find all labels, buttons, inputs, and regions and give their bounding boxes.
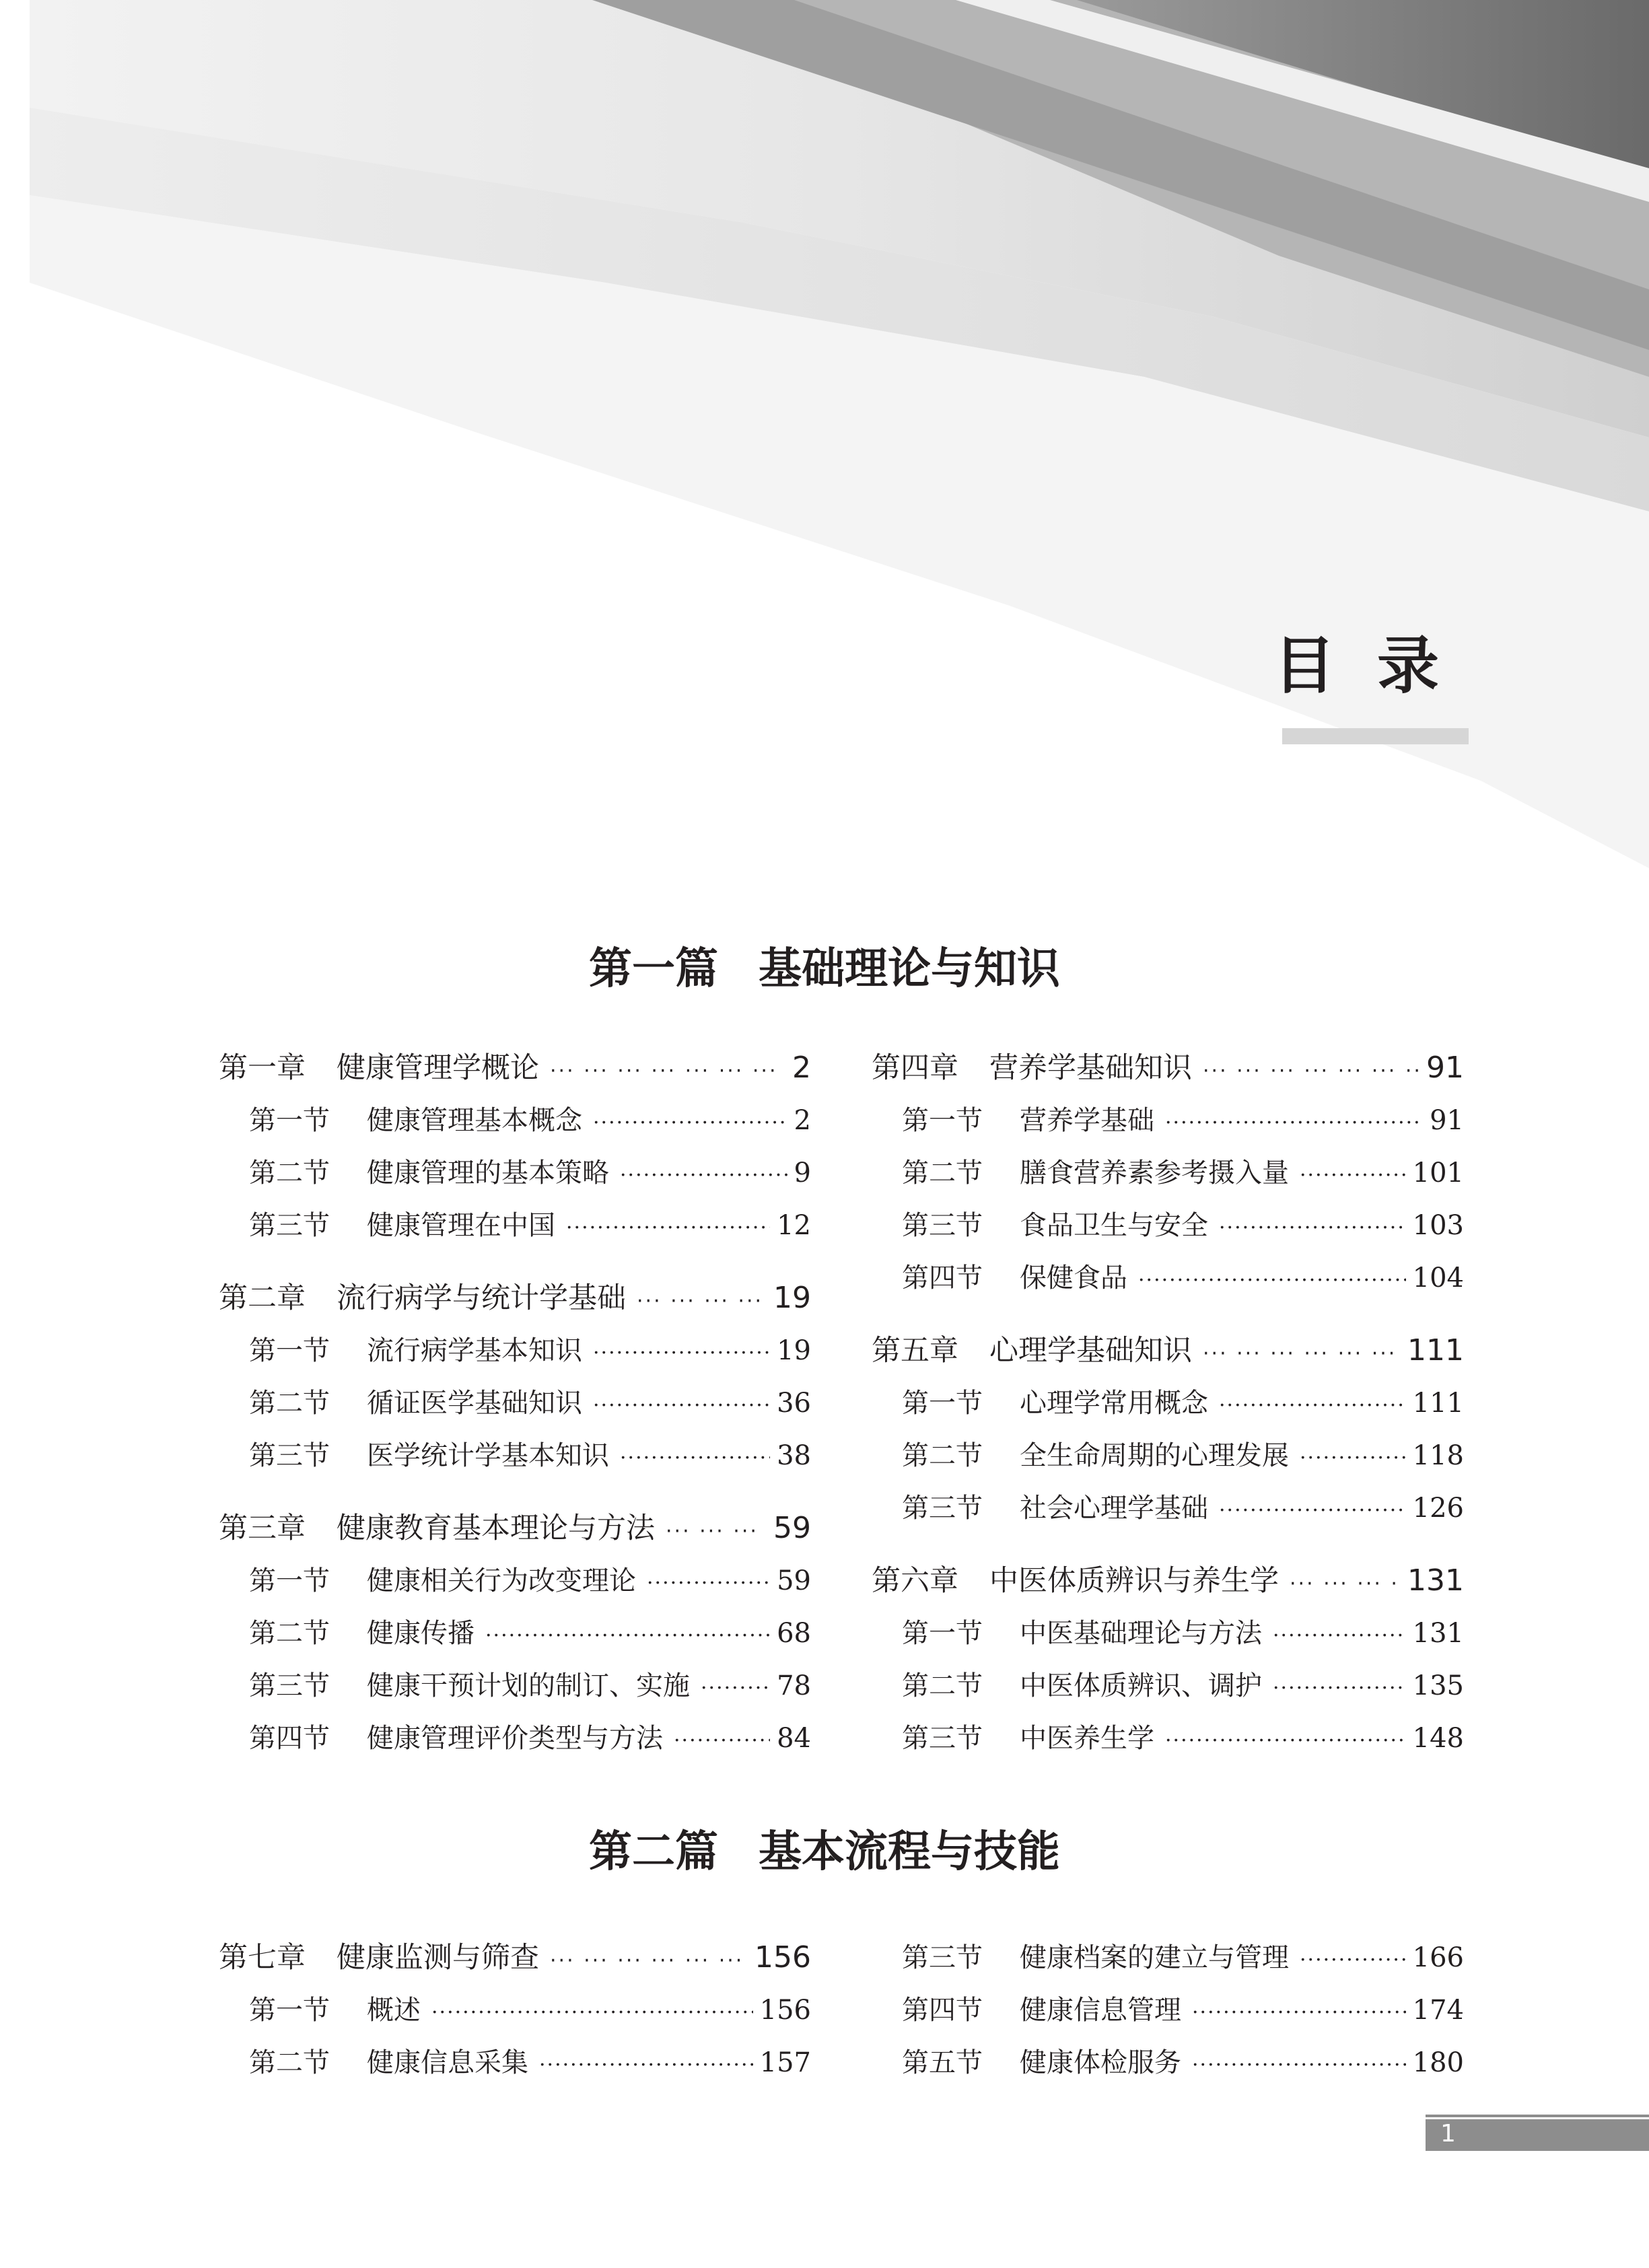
chapter-page: 19 <box>773 1281 811 1315</box>
toc-section[interactable] <box>872 1660 1464 1712</box>
toc-column-left <box>219 1932 811 2089</box>
section-label: 第四节 <box>902 1995 983 2026</box>
section-title: 中医基础理论与方法 <box>1020 1618 1262 1649</box>
section-title: 中医体质辨识、调护 <box>1020 1670 1262 1701</box>
dot-leader <box>1203 1045 1419 1098</box>
section-page: 19 <box>777 1335 811 1366</box>
dot-leader <box>1203 1328 1401 1380</box>
section-label: 第三节 <box>249 1670 330 1701</box>
section-label: 第二节 <box>249 1158 330 1189</box>
section-title: 食品卫生与安全 <box>1020 1210 1208 1241</box>
page-number: 1 <box>1440 2120 1456 2148</box>
toc-section[interactable] <box>872 2036 1464 2089</box>
chapter-label: 第三章 <box>219 1512 306 1545</box>
section-title: 循证医学基础知识 <box>367 1388 582 1419</box>
section-page: 101 <box>1412 1158 1464 1189</box>
section-title: 心理学常用概念 <box>1020 1388 1208 1419</box>
section-label: 第三节 <box>902 1723 983 1754</box>
section-title: 健康信息采集 <box>367 2047 528 2078</box>
toc-section[interactable] <box>872 1199 1464 1252</box>
section-label: 第二节 <box>902 1440 983 1471</box>
dot-leader <box>593 1097 787 1149</box>
dot-leader <box>1300 1432 1406 1485</box>
toc-column-right <box>872 1932 1464 2089</box>
dot-leader <box>620 1432 770 1485</box>
section-page: 9 <box>794 1158 811 1189</box>
section-title: 健康管理评价类型与方法 <box>367 1723 663 1754</box>
chapter-title: 健康教育基本理论与方法 <box>337 1512 655 1545</box>
section-title: 健康管理的基本策略 <box>367 1158 609 1189</box>
section-page: 84 <box>777 1723 811 1754</box>
section-title: 健康档案的建立与管理 <box>1020 1942 1289 1973</box>
section-title: 健康体检服务 <box>1020 2047 1181 2078</box>
dot-leader <box>1219 1380 1406 1432</box>
dot-leader <box>1192 2039 1406 2092</box>
chapter-label: 第二章 <box>219 1281 306 1315</box>
chapter-page: 91 <box>1426 1051 1464 1085</box>
chapter-label: 第五章 <box>872 1334 958 1368</box>
toc-section[interactable] <box>872 1482 1464 1534</box>
section-label: 第三节 <box>902 1210 983 1241</box>
section-title: 健康相关行为改变理论 <box>367 1565 636 1596</box>
dot-leader <box>1219 1485 1406 1537</box>
section-label: 第二节 <box>902 1158 983 1189</box>
toc-section[interactable] <box>219 1607 811 1660</box>
section-title: 流行病学基本知识 <box>367 1335 582 1366</box>
toc-section[interactable] <box>219 1199 811 1252</box>
toc-section[interactable] <box>872 1984 1464 2036</box>
section-label: 第三节 <box>902 1493 983 1524</box>
section-title: 社会心理学基础 <box>1020 1493 1208 1524</box>
toc-chapter[interactable] <box>219 1502 811 1555</box>
section-page: 166 <box>1412 1942 1464 1973</box>
section-label: 第四节 <box>902 1263 983 1294</box>
section-label: 第一节 <box>902 1388 983 1419</box>
section-label: 第五节 <box>902 2047 983 2078</box>
chapter-title: 健康管理学概论 <box>337 1051 539 1085</box>
toc-chapter[interactable] <box>219 1932 811 1984</box>
dot-leader <box>1273 1610 1406 1662</box>
part-label: 第一篇 <box>589 944 718 994</box>
chapter-page: 59 <box>773 1511 811 1545</box>
section-title: 健康管理基本概念 <box>367 1105 582 1136</box>
dot-leader <box>1300 1934 1406 1987</box>
toc-section[interactable] <box>872 1712 1464 1765</box>
toc-chapter[interactable] <box>872 1042 1464 1094</box>
section-label: 第三节 <box>902 1942 983 1973</box>
section-page: 174 <box>1412 1995 1464 2026</box>
toc-section[interactable] <box>219 1377 811 1429</box>
toc-section[interactable] <box>219 1324 811 1377</box>
dot-leader <box>431 1987 753 2039</box>
toc-chapter[interactable] <box>219 1042 811 1094</box>
dot-leader <box>666 1505 767 1558</box>
page-title: 目录 <box>1273 630 1481 702</box>
dot-leader <box>1165 1715 1406 1767</box>
chapter-page: 2 <box>792 1051 811 1085</box>
toc-section[interactable] <box>219 1984 811 2036</box>
toc-section[interactable] <box>872 1429 1464 1482</box>
chapter-label: 第一章 <box>219 1051 306 1085</box>
section-label: 第二节 <box>249 1388 330 1419</box>
dot-leader <box>1192 1987 1406 2039</box>
dot-leader <box>539 2039 753 2092</box>
section-title: 健康信息管理 <box>1020 1995 1181 2026</box>
part-name: 基本流程与技能 <box>759 1827 1060 1877</box>
section-page: 36 <box>777 1388 811 1419</box>
section-page: 104 <box>1412 1263 1464 1294</box>
dot-leader <box>593 1327 770 1380</box>
section-title: 概述 <box>367 1995 421 2026</box>
toc-section[interactable] <box>219 1555 811 1607</box>
section-title: 中医养生学 <box>1020 1723 1154 1754</box>
section-label: 第二节 <box>249 1618 330 1649</box>
section-page: 131 <box>1412 1618 1464 1649</box>
dot-leader <box>550 1935 748 1987</box>
dot-leader <box>620 1149 787 1202</box>
section-label: 第一节 <box>249 1565 330 1596</box>
section-page: 38 <box>777 1440 811 1471</box>
section-page: 180 <box>1412 2047 1464 2078</box>
part-heading <box>0 942 1649 996</box>
section-page: 135 <box>1412 1670 1464 1701</box>
toc-chapter[interactable] <box>872 1555 1464 1607</box>
dot-leader <box>485 1610 770 1662</box>
chapter-title: 流行病学与统计学基础 <box>337 1281 626 1315</box>
section-page: 111 <box>1412 1388 1464 1419</box>
toc-chapter[interactable] <box>219 1272 811 1324</box>
toc-section[interactable] <box>219 1660 811 1712</box>
section-title: 健康传播 <box>367 1618 475 1649</box>
chapter-page: 111 <box>1407 1333 1464 1368</box>
toc-section[interactable] <box>219 2036 811 2089</box>
section-label: 第一节 <box>902 1105 983 1136</box>
dot-leader <box>550 1045 785 1098</box>
dot-leader <box>1290 1558 1401 1610</box>
section-title: 健康干预计划的制订、实施 <box>367 1670 690 1701</box>
toc-column-left <box>219 1042 811 1765</box>
section-page: 156 <box>759 1995 811 2026</box>
section-label: 第一节 <box>902 1618 983 1649</box>
chapter-title: 营养学基础知识 <box>989 1051 1192 1085</box>
toc-section[interactable] <box>872 1932 1464 1984</box>
header-decoration <box>0 0 1649 942</box>
section-label: 第三节 <box>249 1210 330 1241</box>
toc-section[interactable] <box>219 1712 811 1765</box>
toc-section[interactable] <box>872 1377 1464 1429</box>
section-title: 保健食品 <box>1020 1263 1127 1294</box>
chapter-label: 第四章 <box>872 1051 958 1085</box>
toc-section[interactable] <box>219 1147 811 1199</box>
dot-leader <box>637 1275 767 1328</box>
section-page: 148 <box>1412 1723 1464 1754</box>
section-label: 第三节 <box>249 1440 330 1471</box>
section-title: 全生命周期的心理发展 <box>1020 1440 1289 1471</box>
section-page: 126 <box>1412 1493 1464 1524</box>
part-name: 基础理论与知识 <box>759 944 1060 994</box>
toc-section[interactable] <box>219 1429 811 1482</box>
title-underline <box>1282 728 1469 744</box>
dot-leader <box>1219 1202 1406 1254</box>
section-page: 118 <box>1412 1440 1464 1471</box>
section-label: 第一节 <box>249 1995 330 2026</box>
chapter-page: 131 <box>1407 1563 1464 1598</box>
section-page: 59 <box>777 1565 811 1596</box>
chapter-title: 心理学基础知识 <box>989 1334 1192 1368</box>
section-page: 157 <box>759 2047 811 2078</box>
section-label: 第四节 <box>249 1723 330 1754</box>
section-page: 91 <box>1430 1105 1464 1136</box>
dot-leader <box>647 1557 770 1610</box>
section-title: 营养学基础 <box>1020 1105 1154 1136</box>
chapter-title: 中医体质辨识与养生学 <box>989 1564 1279 1598</box>
toc-section[interactable] <box>872 1147 1464 1199</box>
section-label: 第一节 <box>249 1335 330 1366</box>
section-page: 2 <box>794 1105 811 1136</box>
dot-leader <box>566 1202 770 1254</box>
section-title: 膳食营养素参考摄入量 <box>1020 1158 1289 1189</box>
part-label: 第二篇 <box>589 1827 718 1877</box>
section-page: 68 <box>777 1618 811 1649</box>
section-page: 12 <box>777 1210 811 1241</box>
toc-column-right <box>872 1042 1464 1765</box>
toc-chapter[interactable] <box>872 1324 1464 1377</box>
chapter-label: 第七章 <box>219 1941 306 1975</box>
chapter-page: 156 <box>755 1940 811 1975</box>
toc-section[interactable] <box>219 1094 811 1147</box>
dot-leader <box>593 1380 770 1432</box>
section-label: 第一节 <box>249 1105 330 1136</box>
dot-leader <box>1138 1254 1406 1307</box>
dot-leader <box>701 1662 770 1715</box>
dot-leader <box>1273 1662 1406 1715</box>
section-title: 医学统计学基本知识 <box>367 1440 609 1471</box>
chapter-label: 第六章 <box>872 1564 958 1598</box>
dot-leader <box>1300 1149 1406 1202</box>
section-page: 78 <box>777 1670 811 1701</box>
section-label: 第二节 <box>902 1670 983 1701</box>
section-label: 第二节 <box>249 2047 330 2078</box>
toc-section[interactable] <box>872 1607 1464 1660</box>
toc-section[interactable] <box>872 1252 1464 1304</box>
section-title: 健康管理在中国 <box>367 1210 555 1241</box>
section-page: 103 <box>1412 1210 1464 1241</box>
toc-section[interactable] <box>872 1094 1464 1147</box>
part-heading <box>0 1825 1649 1879</box>
dot-leader <box>674 1715 770 1767</box>
chapter-title: 健康监测与筛查 <box>337 1941 539 1975</box>
dot-leader <box>1165 1097 1423 1149</box>
